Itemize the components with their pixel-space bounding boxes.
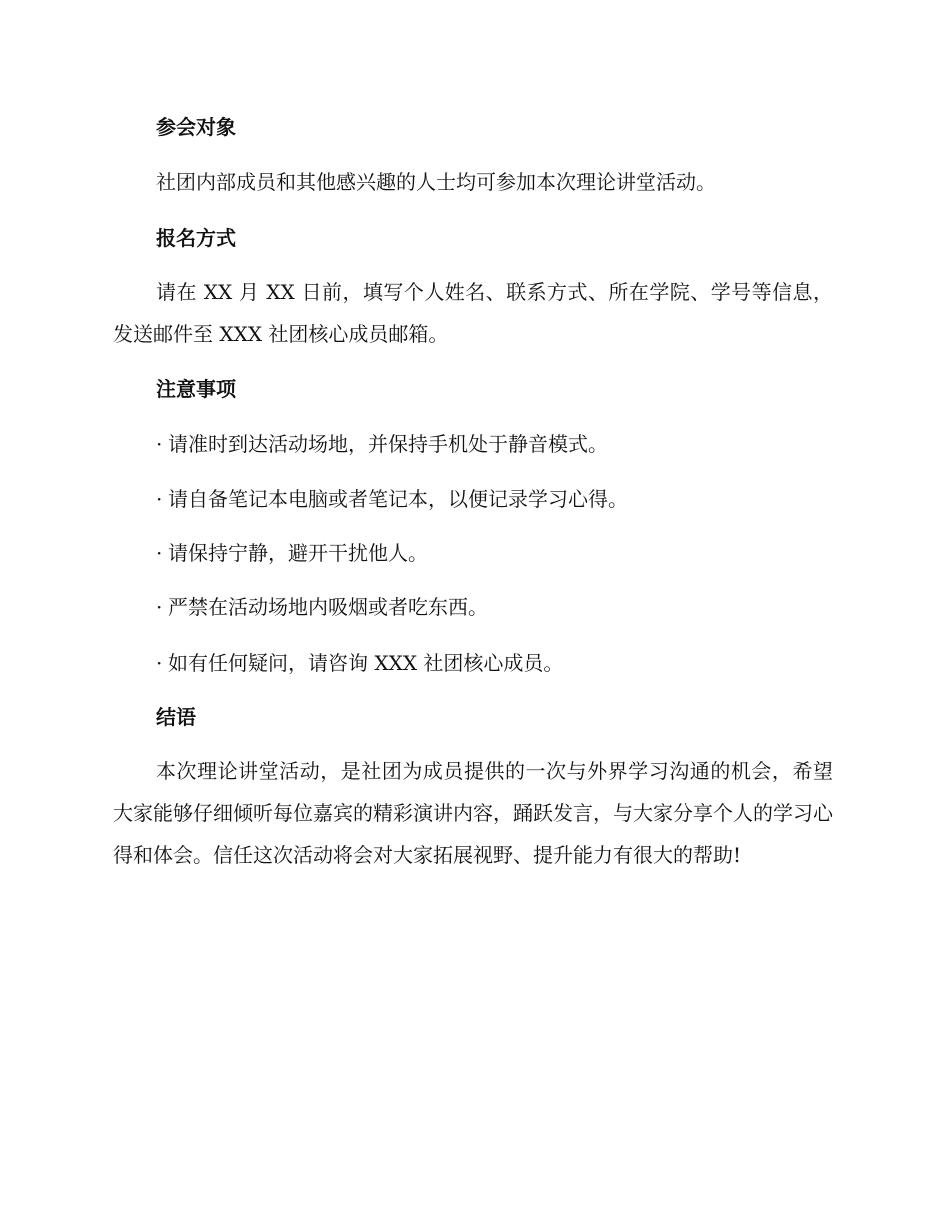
bullet-dot: ·: [156, 541, 163, 565]
bullet-dot: ·: [156, 651, 163, 675]
notes-item-text: 请准时到达活动场地，并保持手机处于静音模式。: [168, 432, 608, 456]
notes-item-text: 请保持宁静，避开干扰他人。: [168, 541, 428, 565]
notes-item: [156, 650, 563, 676]
registration-heading: 报名方式: [156, 226, 236, 250]
conclusion-heading: 结语: [156, 705, 196, 729]
participants-heading: 参会对象: [156, 115, 236, 139]
bullet-dot: ·: [156, 487, 163, 511]
bullet-dot: ·: [156, 595, 163, 619]
notes-item-text: 严禁在活动场地内吸烟或者吃东西。: [168, 595, 488, 619]
registration-text: 请在 XX 月 XX 日前，填写个人姓名、联系方式、所在学院、学号等信息，发送邮件至 XXX 社团核心成员邮箱。: [113, 280, 833, 346]
conclusion-text: 本次理论讲堂活动，是社团为成员提供的一次与外界学习沟通的机会，希望大家能够仔细倾听每位嘉宾的精彩演讲内容，踊跃发言，与大家分享个人的学习心得和体会。信任这次活动将会对大家拓展视野、提升能力有很大的帮助!: [113, 759, 833, 867]
notes-item: [156, 431, 608, 457]
notes-item-text: 请自备笔记本电脑或者笔记本，以便记录学习心得。: [168, 487, 628, 511]
notes-item: [156, 540, 428, 566]
notes-item: [156, 594, 488, 620]
notes-heading: 注意事项: [156, 377, 236, 401]
notes-item: [156, 486, 628, 512]
notes-item-text: 如有任何疑问，请咨询 XXX 社团核心成员。: [168, 651, 564, 675]
bullet-dot: ·: [156, 432, 163, 456]
participants-text: 社团内部成员和其他感兴趣的人士均可参加本次理论讲堂活动。: [156, 170, 716, 194]
